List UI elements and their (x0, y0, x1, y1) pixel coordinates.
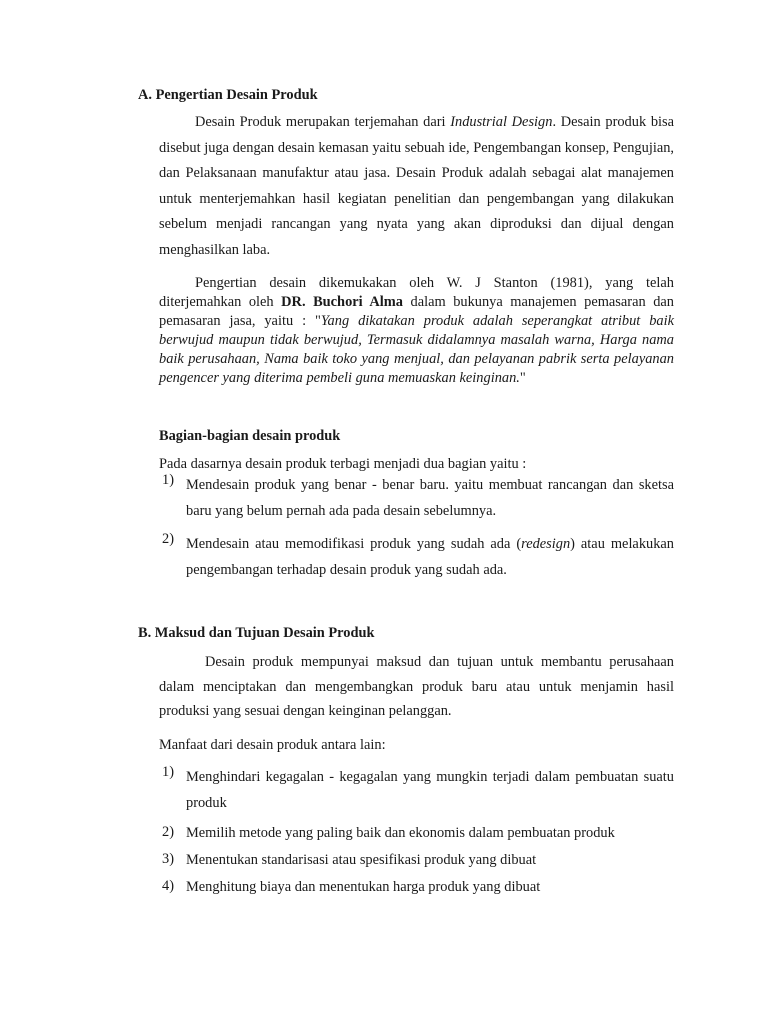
list-text: Menghindari kegagalan - kegagalan yang mungkin terjadi dalam pembuatan suatu produk (186, 769, 674, 811)
list-text: Menentukan standarisasi atau spesifikasi produk yang dibuat (186, 852, 537, 868)
para1-italic-term: Industrial Design (450, 114, 553, 130)
item2-text-start: Mendesain atau memodifikasi produk yang sudah ada ( (186, 536, 522, 552)
item2-italic-term: redesign (521, 536, 571, 552)
section-a-paragraph-1 (159, 110, 674, 264)
para2-author: DR. Buchori Alma (281, 294, 403, 310)
benefits-intro: Manfaat dari desain produk antara lain: (159, 737, 386, 753)
list-text: Memilih metode yang paling baik dan ekonomis dalam pembuatan produk (186, 825, 615, 841)
list-number: 2) (162, 824, 174, 840)
para2-intro-text: Pengertian desain dikemukakan oleh W. J Stanton (1981), yang telah diterjemahkan oleh (159, 275, 674, 310)
list-number: 1) (162, 472, 174, 488)
list-number: 3) (162, 851, 174, 867)
parts-list-item-1 (159, 472, 674, 524)
list-text: Mendesain produk yang benar - benar baru. yaitu membuat rancangan dan sketsa baru yang belum pernah ada pada desain sebelumnya. (186, 477, 674, 519)
para2-quote: Yang dikatakan produk adalah seperangkat atribut baik berwujud maupun tidak berwujud, Termasuk didalamnya masalah warna, Harga nama baik perusahaan, Nama baik toko yang menjual, dan pelayanan pabrik serta pelayanan pengencer yang diterima pembeli guna memuaskan keinginan. (159, 313, 674, 386)
benefits-list-item-3 (159, 851, 674, 869)
para2-mid-text: dalam bukunya manajemen pemasaran dan pemasaran jasa, yaitu : " (159, 294, 674, 329)
benefits-list-item-4 (159, 878, 674, 896)
section-a-heading: A. Pengertian Desain Produk (138, 87, 318, 103)
list-text: Menghitung biaya dan menentukan harga produk yang dibuat (186, 879, 541, 895)
list-text (186, 531, 674, 583)
section-b-heading: B. Maksud dan Tujuan Desain Produk (138, 625, 375, 641)
para2-close-quote: " (519, 370, 526, 386)
benefits-list-item-1 (159, 764, 674, 816)
list-number: 4) (162, 878, 174, 894)
parts-heading: Bagian-bagian desain produk (159, 428, 341, 444)
para1-text-end: . Desain produk bisa disebut juga dengan desain kemasan yaitu sebuah ide, Pengembangan konsep, Pengujian, dan Pelaksanaan manufaktur atau jasa. Desain Produk adalah sebagai alat manajemen untuk menterjemahkan hasil kegiatan penelitian dan pengembangan yang dilakukan sebelum menjadi rancangan yang nyata yang akan diproduksi dan dijual dengan menghasilkan laba. (159, 114, 675, 258)
section-a-paragraph-2-intro (159, 274, 674, 388)
para1-text-start: Desain Produk merupakan terjemahan dari (195, 114, 451, 130)
list-number: 2) (162, 531, 174, 547)
parts-intro: Pada dasarnya desain produk terbagi menjadi dua bagian yaitu : (159, 456, 527, 472)
benefits-list-item-2 (159, 824, 674, 842)
section-b-paragraph-1: Desain produk mempunyai maksud dan tujuan untuk membantu perusahaan dalam menciptakan dan mengembangkan produk baru atau untuk menjamin hasil produksi yang sesuai dengan keinginan pelanggan. (159, 654, 674, 719)
parts-list-item-2 (159, 531, 674, 583)
item2-text-end: ) atau melakukan pengembangan terhadap desain produk yang sudah ada. (186, 536, 674, 578)
list-number: 1) (162, 764, 174, 780)
